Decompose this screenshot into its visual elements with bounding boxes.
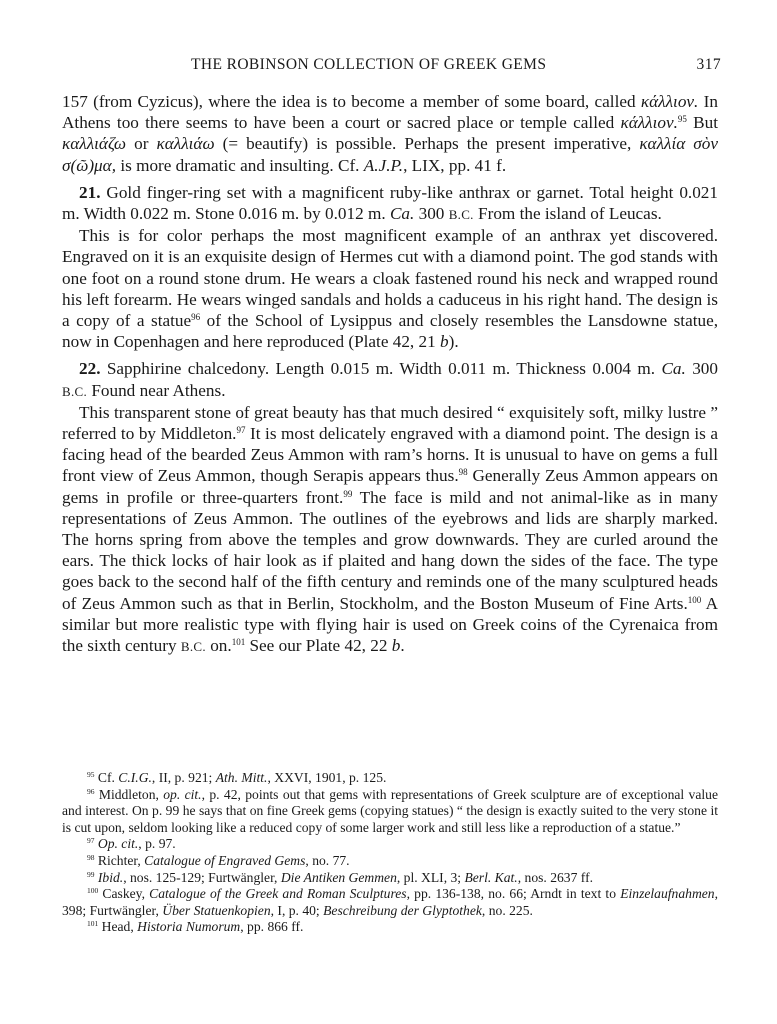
footnote-ref-98: 98	[458, 467, 468, 478]
footnote-99: $^{99}$ Ibid., nos. 125-129; Furtwängler, Die Antiken Gemmen, pl. XLI, 3; Berl. Kat., nos. 2637 ff.	[87, 869, 593, 885]
footnote-95: $^{95}$ Cf. C.I.G., II, p. 921; Ath. Mitt., XXVI, 1901, p. 125.	[87, 770, 387, 785]
running-header	[0, 56, 777, 80]
greek-term: καλλιάω	[156, 134, 215, 154]
entry-number: 21.	[79, 182, 101, 202]
footnote-98: $^{98}$ Richter, Catalogue of Engraved Gems, no. 77.	[87, 852, 350, 868]
entry-22-description: This transparent stone of great beauty has that much desired “ exquisitely soft, milky lustre ” referred to by Middleton.$^{97}$ It is most delicately engraved with a diamond point. The design is a facing head of the bearded Zeus Ammon with ram’s horns. It is unusual to have on gems a full front view of Zeus Ammon, though Serapis appears thus.$^{98}$ Generally Zeus Ammon appears on gems in profile or three-quarters front.$^{99}$ The face is mild and not animal-like as in many representations of Zeus Ammon. The outlines of the eyebrows and lids are sharply marked. The horns spring from above the temples and grow downwards. They are curled around the ears. The thick locks of hair look as if plaited and hang down the sides of the face. The type goes back to the second half of the fifth century and reminds one of the many sculptured heads of Zeus Ammon such as that in Berlin, Stockholm, and the Boston Museum of Fine Arts.$^{100}$ A similar but more realistic type with flying hair is used on Greek coins of the Cyrenaica from the sixth century B.C. on.$^{101}$ See our Plate 42, 22 b.	[62, 402, 719, 656]
footnote-100: $^{100}$ Caskey, Catalogue of the Greek and Roman Sculptures, pp. 136-138, no. 66; Arndt in text to Einzelaufnahmen, 398; Furtwängler, Über Statuenkopien, I, p. 40; Beschreibung der Glyptothek, no. 225.	[62, 886, 718, 918]
footnote-ref-99: 99	[343, 488, 353, 499]
footnotes	[62, 770, 718, 936]
greek-term: καλλιάζω	[62, 134, 127, 154]
footnote-ref-95: 95	[677, 114, 687, 125]
footnote-ref-97: 97	[236, 425, 246, 436]
catalogue-entry-21: 21. Gold finger-ring set with a magnificent ruby-like anthrax or garnet. Total height 0.021 m. Width 0.022 m. Stone 0.016 m. by 0.012 m. Ca. 300 B.C. From the island of Leucas.	[62, 182, 718, 224]
footnote-ref-96: 96	[191, 312, 201, 323]
journal-abbrev: A.J.P.	[363, 155, 404, 175]
footnote-ref-101: 101	[231, 637, 246, 648]
entry-21-description: This is for color perhaps the most magnificent example of an anthrax yet discovered. Engraved on it is an exquisite design of Hermes cut with a diamond point. The god stands with one foot on a round stone drum. He wears a cloak fastened round his neck and wrapped round his left forearm. He wears winged sandals and holds a caduceus in his right hand. The design is a copy of a statue$^{96}$ of the School of Lysippus and closely resembles the Lansdowne statue, now in Copenhagen and here reproduced (Plate 42, 21 b).	[62, 226, 718, 352]
entry-number: 22.	[79, 359, 101, 379]
greek-term: κάλλιον.	[640, 92, 699, 111]
footnote-97: $^{97}$ Op. cit., p. 97.	[87, 836, 176, 852]
footnote-96: $^{96}$ Middleton, op. cit., p. 42, points out that gems with representations of Greek sculpture are of exceptional value and interest. On p. 99 he says that on fine Greek gems (copying statues) “ the design is exactly suited to the very stone it is cut upon, seldom looking like a reduced copy of some larger work and still less like a reproduction of a statue.”	[62, 786, 718, 835]
footnote-ref-100: 100	[687, 594, 702, 605]
paragraph-continuation: 157 (from Cyzicus), where the idea is to become a member of some board, called κάλλιον. In Athens too there seems to have been a court or sacred place or temple called κάλλιον.$^{95}$ But καλλιάζω or καλλιάω (= beautify) is possible. Perhaps the present imperative, καλλία σὸν σ(ῶ)μα, is more dramatic and insulting. Cf. A.J.P., LIX, pp. 41 f.	[62, 92, 719, 175]
footnote-101: $^{101}$ Head, Historia Numorum, pp. 866 ff.	[87, 919, 304, 935]
running-title: THE ROBINSON COLLECTION OF GREEK GEMS	[191, 56, 547, 73]
catalogue-entry-22: 22. Sapphirine chalcedony. Length 0.015 m. Width 0.011 m. Thickness 0.004 m. Ca. 300 B.C. Found near Athens.	[62, 359, 718, 400]
greek-term: κάλλιον.	[620, 113, 678, 133]
page-number: 317	[696, 56, 721, 73]
greek-term: καλλία σὸν σ(ῶ)μα,	[62, 134, 719, 175]
main-text	[62, 91, 718, 657]
